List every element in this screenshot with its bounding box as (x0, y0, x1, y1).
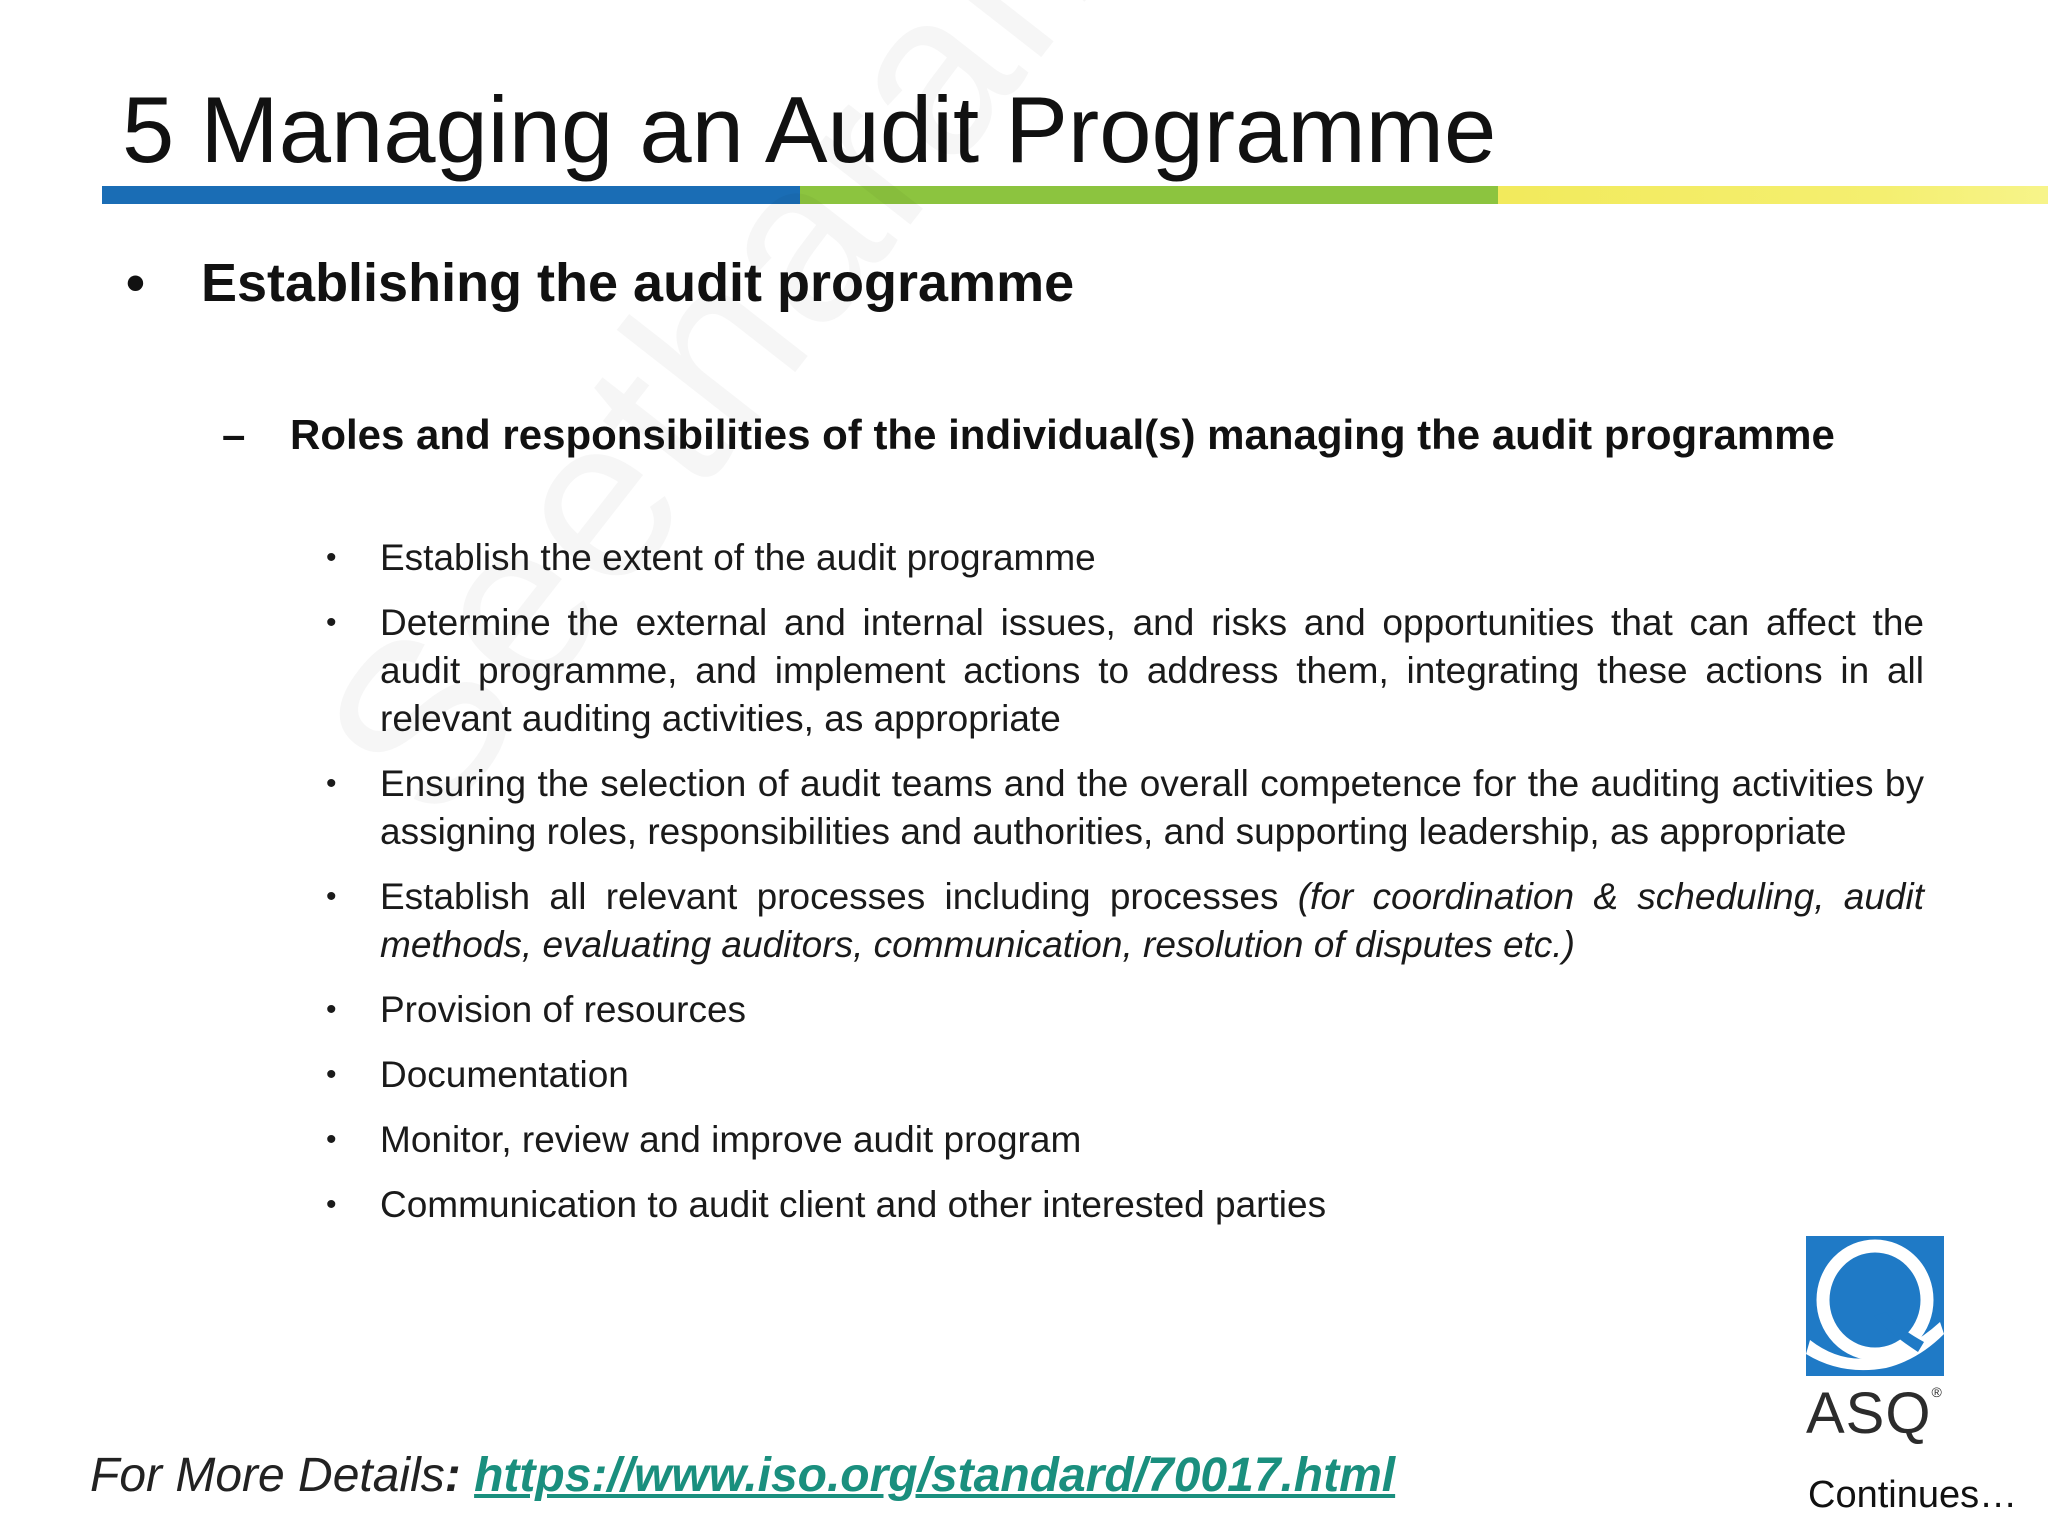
bullet-glyph: • (326, 767, 337, 800)
list-item (326, 1051, 1924, 1099)
list-item-text: Ensuring the selection of audit teams and the overall competence for the auditing activities by assigning roles, responsibilities and authorities, and supporting leadership, as appropriate (380, 763, 1924, 852)
sub-heading-text: Roles and responsibilities of the individual(s) managing the audit programme (290, 411, 1835, 458)
asq-wordmark-text: ASQ (1806, 1381, 1932, 1446)
list-item-text: Determine the external and internal issues, and risks and opportunities that can affect the audit programme, and implement actions to address them, integrating these actions in all relevant auditing activities, as appropriate (380, 602, 1924, 739)
list-item (326, 873, 1924, 969)
list-item-text: Monitor, review and improve audit program (380, 1119, 1082, 1160)
list-item-italic-text: (for coordination & scheduling, audit methods, evaluating auditors, communication, resolution of disputes etc.) (380, 876, 1924, 965)
list-item (326, 1116, 1924, 1164)
main-bullet-text: Establishing the audit programme (201, 253, 1075, 313)
title-bar-green-segment (800, 186, 1498, 204)
title-bar-yellow-segment (1498, 186, 2048, 204)
bullet-glyph: • (326, 1188, 337, 1221)
list-item-text: Communication to audit client and other interested parties (380, 1184, 1327, 1225)
registered-mark: ® (1931, 1384, 1943, 1400)
bullet-glyph: • (126, 253, 145, 313)
asq-q-icon (1806, 1236, 1944, 1376)
asq-q-svg (1806, 1236, 1944, 1376)
slide-title: 5 Managing an Audit Programme (122, 77, 1497, 182)
bullet-glyph: • (326, 880, 337, 913)
list-item (326, 599, 1924, 743)
asq-wordmark (1806, 1380, 1946, 1447)
title-underline-bar (102, 186, 2048, 204)
bullet-glyph: • (326, 993, 337, 1026)
asq-logo (1806, 1236, 1946, 1447)
list-item-text: Provision of resources (380, 989, 747, 1030)
iso-standard-link[interactable]: https://www.iso.org/standard/70017.html (474, 1449, 1396, 1502)
list-item (326, 1181, 1924, 1229)
list-item (326, 986, 1924, 1034)
list-item-text: Documentation (380, 1054, 629, 1095)
dash-glyph: – (222, 411, 246, 458)
more-details-colon: : (444, 1449, 461, 1502)
title-bar-blue-segment (102, 186, 800, 204)
bullet-glyph: • (326, 606, 337, 639)
bullet-glyph: • (326, 1058, 337, 1091)
list-item-text: Establish all relevant processes including processes (380, 876, 1298, 917)
list-item (326, 534, 1924, 582)
sub-heading (222, 408, 1924, 462)
main-bullet (126, 252, 1074, 314)
responsibility-list (326, 534, 1924, 1246)
continues-label: Continues… (1808, 1474, 2018, 1516)
more-details-footer (90, 1448, 1395, 1503)
list-item-text: Establish the extent of the audit programme (380, 537, 1096, 578)
bullet-glyph: • (326, 1123, 337, 1156)
bullet-glyph: • (326, 541, 337, 574)
more-details-label: For More Details (90, 1449, 445, 1502)
list-item (326, 760, 1924, 856)
